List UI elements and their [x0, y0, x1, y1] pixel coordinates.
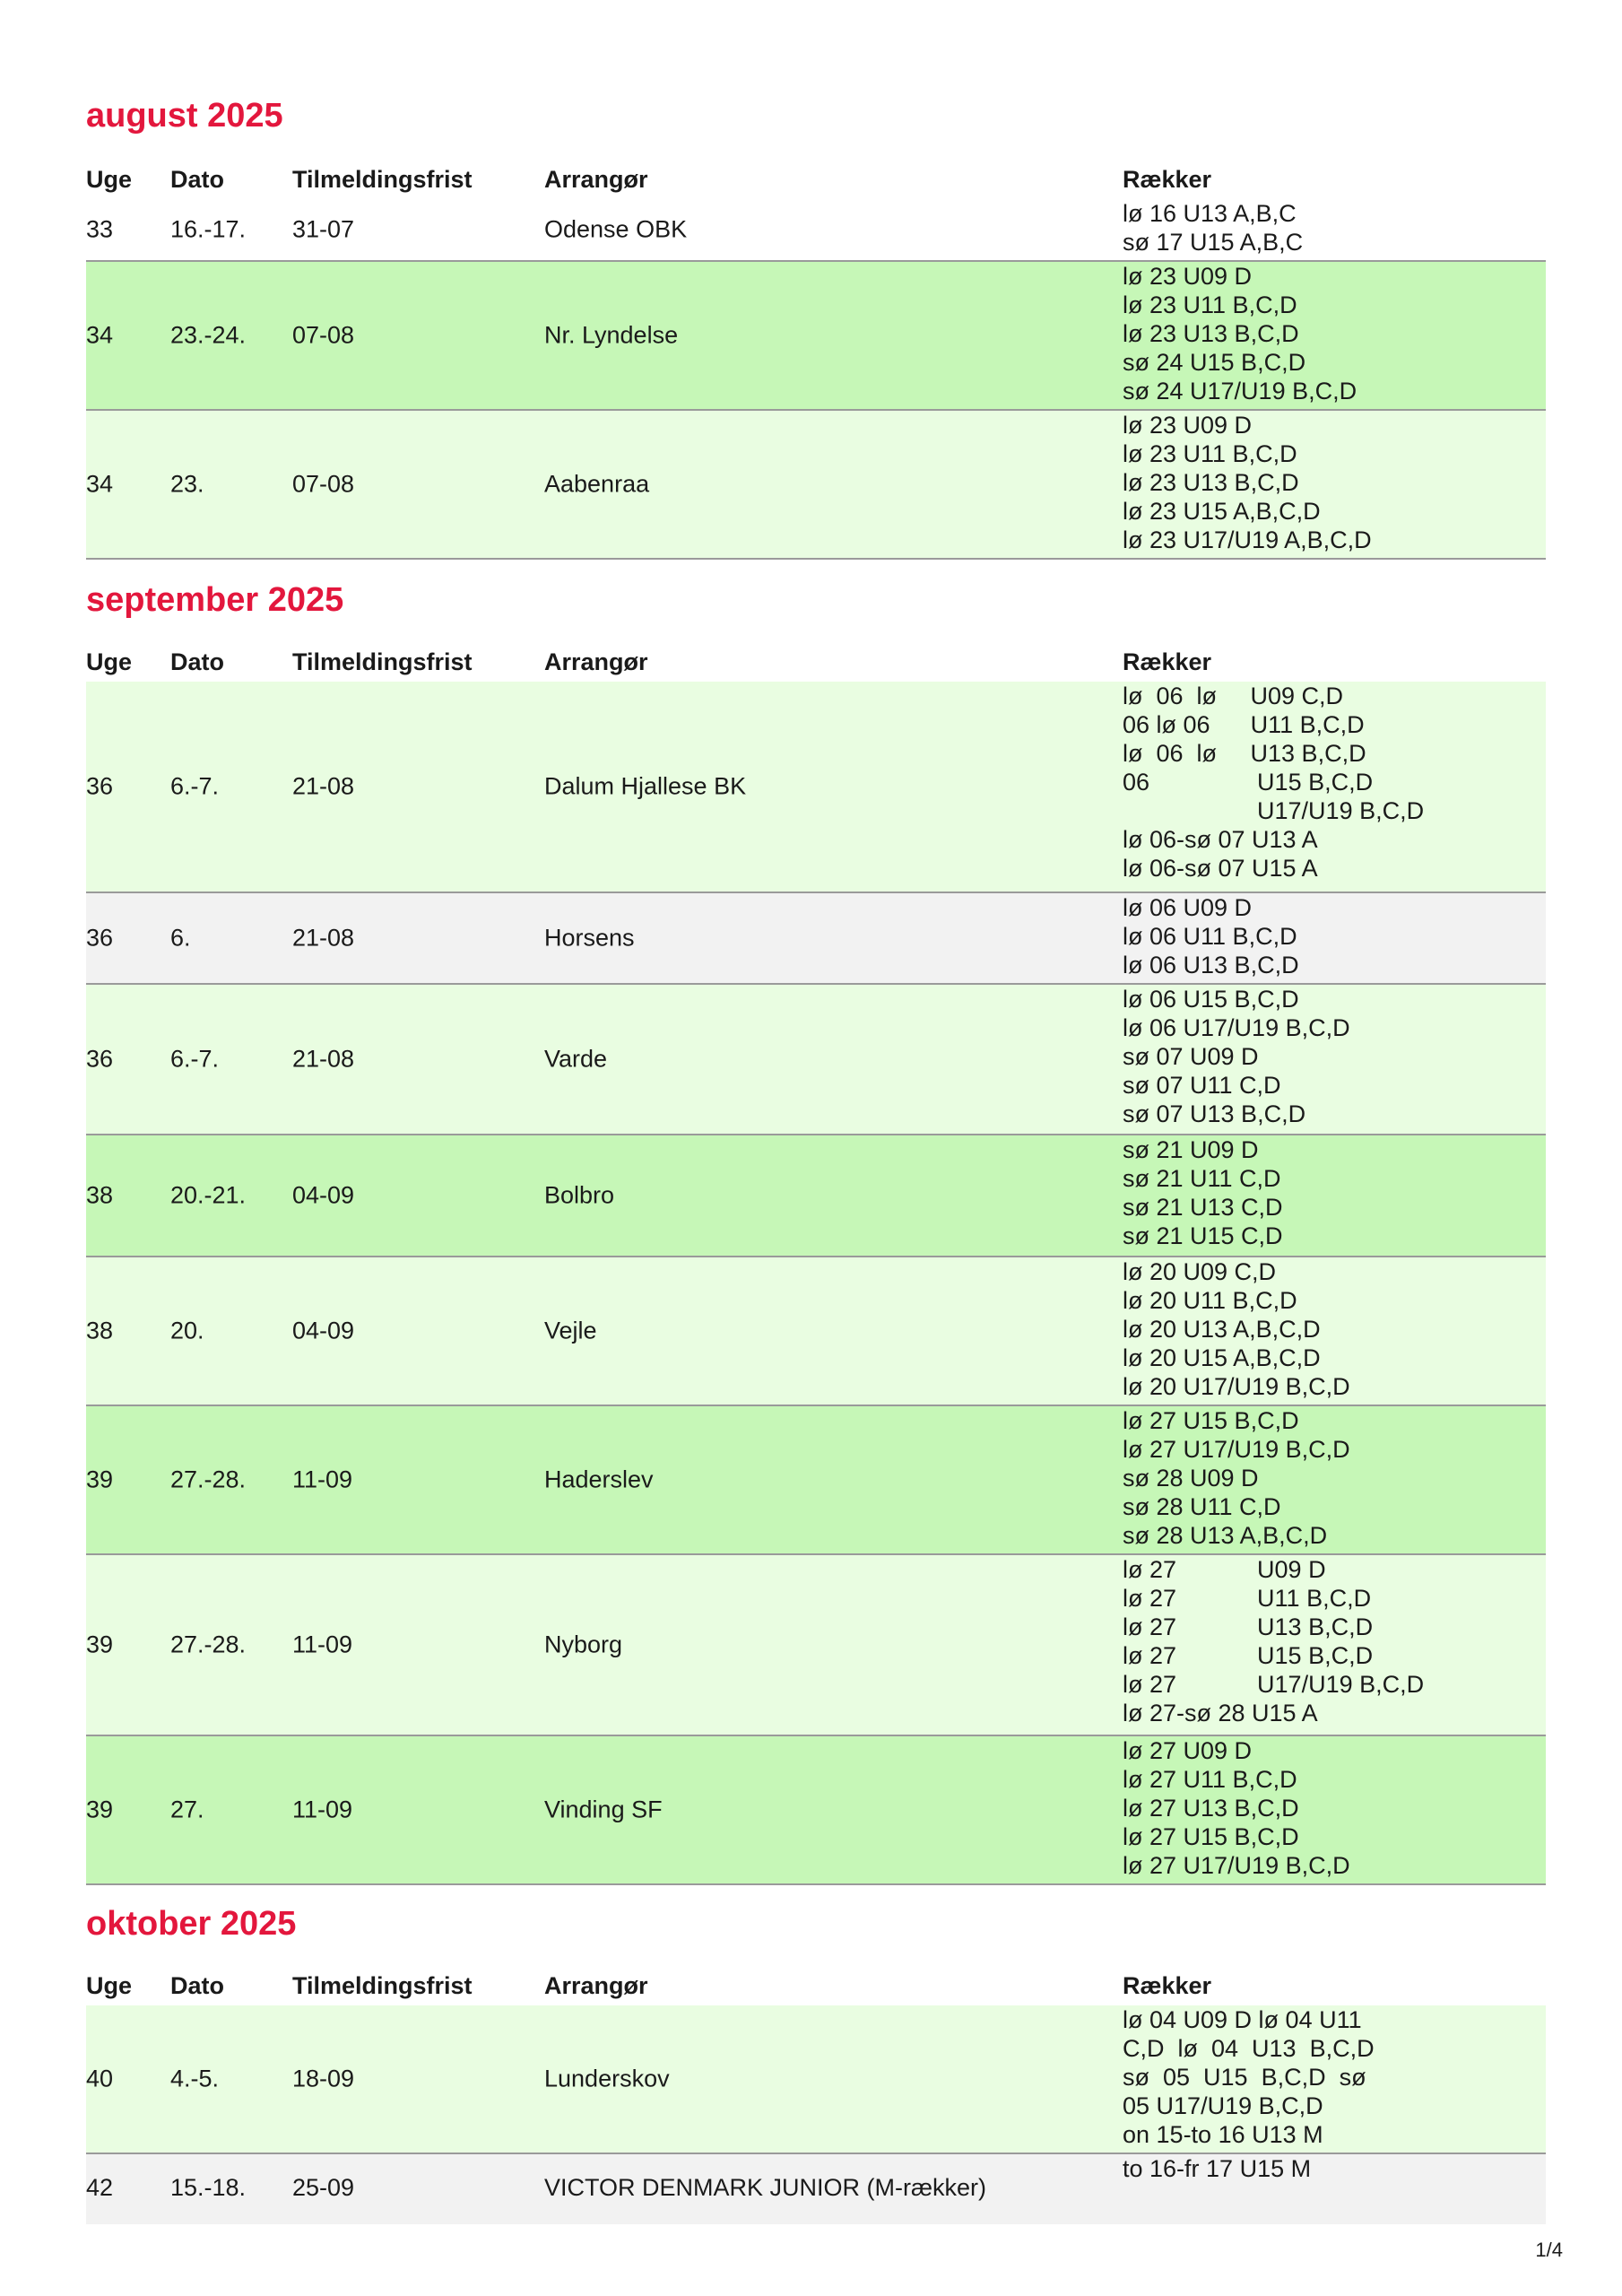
table-row — [86, 1406, 1546, 1555]
cell-arrangor: Nyborg — [544, 1631, 623, 1658]
raekke-line: lø 27 U13 B,C,D — [1123, 1795, 1299, 1822]
cell-raekker — [1123, 1406, 1350, 1550]
cell-uge: 38 — [86, 1317, 114, 1344]
raekke-line: lø 20 U15 A,B,C,D — [1123, 1344, 1321, 1371]
cell-frist: 07-08 — [292, 321, 355, 349]
cell-raekker — [1123, 1736, 1350, 1880]
cell-frist: 18-09 — [292, 2065, 355, 2092]
raekke-line: lø 23 U15 A,B,C,D — [1123, 498, 1321, 525]
cell-frist: 11-09 — [292, 1631, 353, 1658]
cell-frist: 21-08 — [292, 772, 355, 800]
raekke-line: lø 27 U15 B,C,D — [1123, 1642, 1374, 1669]
cell-raekker — [1123, 1555, 1424, 1727]
raekke-line: to 16-fr 17 U15 M — [1123, 2155, 1312, 2182]
cell-uge: 39 — [86, 1465, 114, 1493]
raekke-line: on 15-to 16 U13 M — [1123, 2121, 1323, 2148]
cell-uge: 39 — [86, 1796, 114, 1823]
table-row — [86, 199, 1546, 262]
raekke-line: lø 06 U13 B,C,D — [1123, 952, 1299, 978]
cell-arrangor: Vinding SF — [544, 1796, 663, 1823]
header-dato: Dato — [170, 1972, 224, 1999]
cell-dato: 23.-24. — [170, 321, 247, 349]
table-row — [86, 2005, 1546, 2154]
raekke-line: sø 07 U11 C,D — [1123, 1072, 1281, 1099]
raekke-line: lø 06 lø U13 B,C,D — [1123, 740, 1366, 767]
header-dato: Dato — [170, 648, 224, 675]
raekke-line: lø 27 U15 B,C,D — [1123, 1407, 1299, 1434]
cell-arrangor: VICTOR DENMARK JUNIOR (M-rækker) — [544, 2174, 987, 2201]
raekke-line: 05 U17/U19 B,C,D — [1123, 2092, 1323, 2119]
table-row — [86, 2154, 1546, 2224]
header-raekker: Rækker — [1123, 1972, 1212, 1999]
table-row — [86, 1257, 1546, 1406]
cell-uge: 36 — [86, 772, 114, 800]
raekke-line: U17/U19 B,C,D — [1123, 797, 1425, 824]
raekke-line: lø 27 U11 B,C,D — [1123, 1585, 1372, 1612]
table-row — [86, 1555, 1546, 1736]
cell-raekker — [1123, 2154, 1311, 2183]
raekke-line: lø 20 U17/U19 B,C,D — [1123, 1373, 1350, 1400]
raekke-line: sø 28 U13 A,B,C,D — [1123, 1522, 1328, 1549]
cell-dato: 23. — [170, 470, 204, 498]
raekke-line: lø 23 U13 B,C,D — [1123, 320, 1299, 347]
raekke-line: sø 21 U09 D — [1123, 1136, 1259, 1163]
raekke-line: sø 07 U13 B,C,D — [1123, 1100, 1306, 1127]
cell-frist: 21-08 — [292, 924, 355, 952]
raekke-line: lø 27 U17/U19 B,C,D — [1123, 1671, 1425, 1698]
header-frist: Tilmeldingsfrist — [292, 166, 473, 193]
cell-dato: 27.-28. — [170, 1465, 247, 1493]
raekke-line: 06 lø 06 U11 B,C,D — [1123, 711, 1365, 738]
table-header-oktober — [86, 1966, 1546, 2009]
cell-uge: 34 — [86, 321, 114, 349]
raekke-line: sø 28 U09 D — [1123, 1465, 1259, 1492]
cell-frist: 04-09 — [292, 1317, 355, 1344]
raekke-line: sø 21 U15 C,D — [1123, 1222, 1283, 1249]
raekke-line: sø 07 U09 D — [1123, 1043, 1259, 1070]
month-title-oktober: oktober 2025 — [86, 1905, 297, 1943]
cell-arrangor: Aabenraa — [544, 470, 650, 498]
table-row — [86, 1736, 1546, 1885]
cell-dato: 20.-21. — [170, 1181, 247, 1209]
raekke-line: lø 16 U13 A,B,C — [1123, 200, 1297, 227]
raekke-line: lø 27 U09 D — [1123, 1737, 1253, 1764]
raekke-line: sø 21 U11 C,D — [1123, 1165, 1281, 1192]
cell-uge: 40 — [86, 2065, 114, 2092]
cell-raekker — [1123, 893, 1299, 979]
page-number: 1/4 — [1535, 2239, 1563, 2261]
raekke-line: sø 28 U11 C,D — [1123, 1493, 1281, 1520]
cell-arrangor: Varde — [544, 1045, 608, 1073]
cell-arrangor: Lunderskov — [544, 2065, 670, 2092]
cell-arrangor: Haderslev — [544, 1465, 654, 1493]
raekke-line: lø 20 U13 A,B,C,D — [1123, 1316, 1321, 1343]
header-raekker: Rækker — [1123, 648, 1212, 675]
header-raekker: Rækker — [1123, 166, 1212, 193]
cell-dato: 15.-18. — [170, 2174, 247, 2201]
raekke-line: lø 27 U17/U19 B,C,D — [1123, 1852, 1350, 1879]
raekke-line: lø 23 U11 B,C,D — [1123, 291, 1297, 318]
cell-uge: 39 — [86, 1631, 114, 1658]
cell-raekker — [1123, 1257, 1350, 1401]
table-row — [86, 893, 1546, 985]
header-uge: Uge — [86, 648, 133, 675]
cell-arrangor: Dalum Hjallese BK — [544, 772, 747, 800]
raekke-line: sø 24 U17/U19 B,C,D — [1123, 378, 1357, 404]
raekke-line: lø 06 U17/U19 B,C,D — [1123, 1014, 1350, 1041]
raekke-line: lø 23 U09 D — [1123, 263, 1253, 290]
raekke-line: lø 06 U11 B,C,D — [1123, 923, 1297, 950]
raekke-line: lø 20 U09 C,D — [1123, 1258, 1277, 1285]
cell-frist: 04-09 — [292, 1181, 355, 1209]
cell-frist: 07-08 — [292, 470, 355, 498]
cell-dato: 20. — [170, 1317, 204, 1344]
raekke-line: sø 21 U13 C,D — [1123, 1194, 1283, 1221]
header-frist: Tilmeldingsfrist — [292, 648, 473, 675]
table-row — [86, 682, 1546, 893]
cell-frist: 11-09 — [292, 1796, 353, 1823]
header-dato: Dato — [170, 166, 224, 193]
cell-dato: 4.-5. — [170, 2065, 220, 2092]
cell-arrangor: Odense OBK — [544, 215, 688, 243]
cell-dato: 6.-7. — [170, 1045, 220, 1073]
header-arrangor: Arrangør — [544, 1972, 648, 1999]
raekke-line: lø 06 U09 D — [1123, 894, 1253, 921]
cell-raekker — [1123, 682, 1424, 883]
cell-uge: 33 — [86, 215, 114, 243]
table-header-august — [86, 160, 1546, 203]
raekke-line: lø 06-sø 07 U13 A — [1123, 826, 1318, 853]
header-arrangor: Arrangør — [544, 648, 648, 675]
month-title-august: august 2025 — [86, 97, 283, 135]
raekke-line: sø 24 U15 B,C,D — [1123, 349, 1306, 376]
header-uge: Uge — [86, 1972, 133, 1999]
raekke-line: lø 23 U09 D — [1123, 412, 1253, 439]
raekke-line: lø 27 U13 B,C,D — [1123, 1613, 1374, 1640]
cell-dato: 27.-28. — [170, 1631, 247, 1658]
month-title-september: september 2025 — [86, 581, 344, 619]
cell-dato: 16.-17. — [170, 215, 247, 243]
cell-uge: 36 — [86, 924, 114, 952]
cell-frist: 25-09 — [292, 2174, 355, 2201]
raekke-line: lø 06-sø 07 U15 A — [1123, 855, 1318, 882]
raekke-line: lø 27 U09 D — [1123, 1556, 1326, 1583]
raekke-line: lø 20 U11 B,C,D — [1123, 1287, 1297, 1314]
raekke-line: C,D lø 04 U13 B,C,D — [1123, 2035, 1375, 2062]
cell-uge: 36 — [86, 1045, 114, 1073]
raekke-line: lø 27 U17/U19 B,C,D — [1123, 1436, 1350, 1463]
cell-arrangor: Horsens — [544, 924, 635, 952]
raekke-line: lø 27 U15 B,C,D — [1123, 1823, 1299, 1850]
table-row — [86, 411, 1546, 560]
cell-arrangor: Nr. Lyndelse — [544, 321, 679, 349]
cell-frist: 31-07 — [292, 215, 355, 243]
cell-frist: 11-09 — [292, 1465, 353, 1493]
raekke-line: lø 23 U11 B,C,D — [1123, 440, 1297, 467]
cell-raekker — [1123, 262, 1357, 405]
cell-dato: 6. — [170, 924, 191, 952]
cell-frist: 21-08 — [292, 1045, 355, 1073]
cell-dato: 27. — [170, 1796, 204, 1823]
raekke-line: lø 27-sø 28 U15 A — [1123, 1700, 1318, 1726]
cell-raekker — [1123, 411, 1372, 554]
raekke-line: sø 05 U15 B,C,D sø — [1123, 2064, 1366, 2091]
raekke-line: lø 04 U09 D lø 04 U11 — [1123, 2006, 1362, 2033]
raekke-line: lø 06 lø U09 C,D — [1123, 683, 1344, 709]
cell-uge: 34 — [86, 470, 114, 498]
raekke-line: lø 23 U17/U19 A,B,C,D — [1123, 526, 1372, 553]
table-row — [86, 985, 1546, 1135]
table-header-september — [86, 642, 1546, 685]
cell-raekker — [1123, 985, 1350, 1128]
cell-arrangor: Vejle — [544, 1317, 597, 1344]
table-row — [86, 1135, 1546, 1257]
cell-dato: 6.-7. — [170, 772, 220, 800]
cell-arrangor: Bolbro — [544, 1181, 615, 1209]
raekke-line: sø 17 U15 A,B,C — [1123, 229, 1304, 256]
header-arrangor: Arrangør — [544, 166, 648, 193]
table-row — [86, 262, 1546, 411]
raekke-line: lø 06 U15 B,C,D — [1123, 986, 1299, 1013]
cell-raekker — [1123, 2005, 1375, 2149]
cell-raekker — [1123, 199, 1303, 257]
raekke-line: lø 23 U13 B,C,D — [1123, 469, 1299, 496]
cell-raekker — [1123, 1135, 1283, 1250]
header-uge: Uge — [86, 166, 133, 193]
cell-uge: 42 — [86, 2174, 114, 2201]
raekke-line: lø 27 U11 B,C,D — [1123, 1766, 1297, 1793]
header-frist: Tilmeldingsfrist — [292, 1972, 473, 1999]
raekke-line: 06 U15 B,C,D — [1123, 769, 1374, 796]
cell-uge: 38 — [86, 1181, 114, 1209]
